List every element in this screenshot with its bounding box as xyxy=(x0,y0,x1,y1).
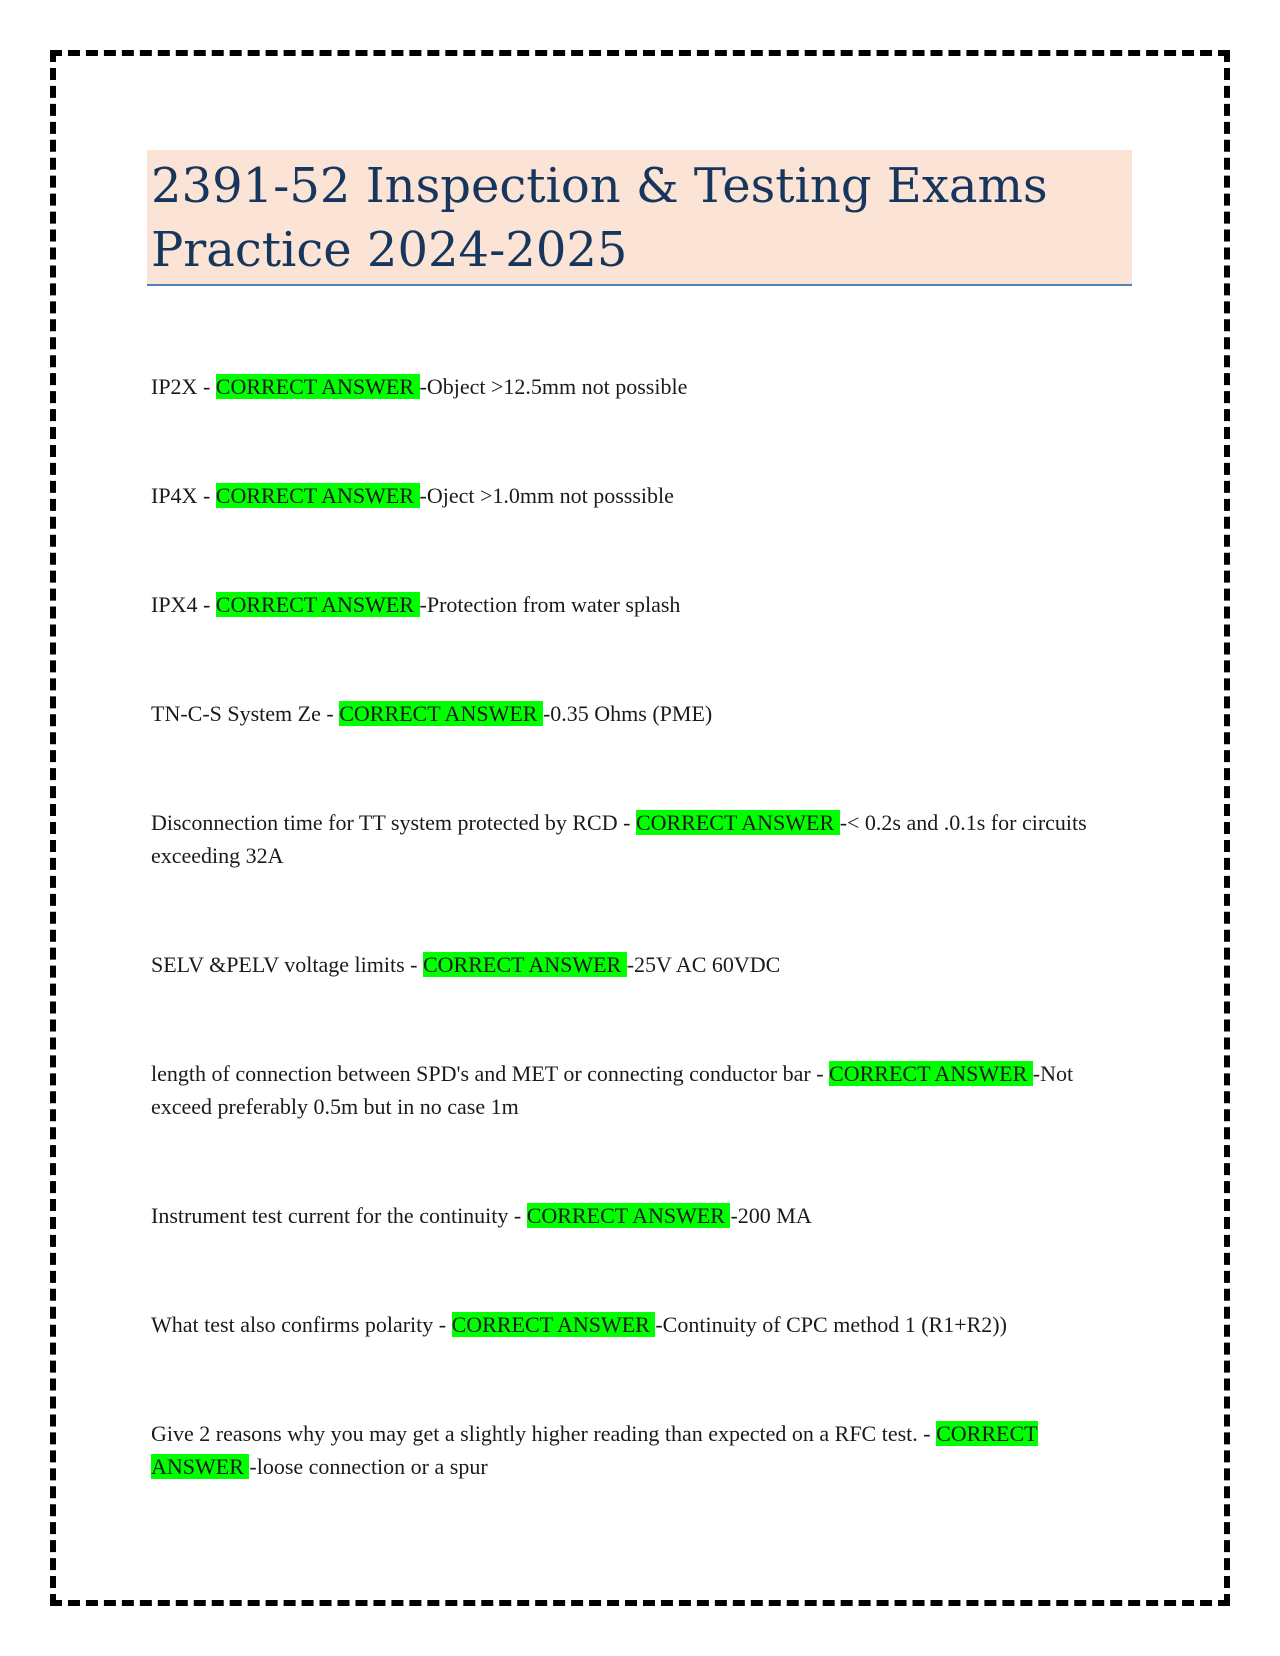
answer-text: -< 0.2s and .0.1s for circuits exceeding 32A xyxy=(151,810,1087,868)
qa-item xyxy=(151,806,1121,872)
correct-answer-tag: CORRECT ANSWER xyxy=(215,592,420,617)
question-text: length of connection between SPD's and MET or connecting conductor bar - xyxy=(151,1061,830,1086)
answer-text: -25V AC 60VDC xyxy=(626,952,781,977)
title-line-2: Practice 2024-2025 xyxy=(151,222,628,278)
question-text: Give 2 reasons why you may get a slightly higher reading than expected on a RFC test. - xyxy=(151,1421,937,1446)
qa-item xyxy=(151,479,1121,512)
correct-answer-tag: CORRECT ANSWER xyxy=(422,952,627,977)
qa-item xyxy=(151,697,1121,730)
qa-item xyxy=(151,370,1121,403)
question-text: IP2X - xyxy=(151,374,216,399)
correct-answer-tag: CORRECT ANSWER xyxy=(451,1312,656,1337)
question-text: IPX4 - xyxy=(151,592,216,617)
answer-text: -Oject >1.0mm not posssible xyxy=(419,483,674,508)
question-text: Disconnection time for TT system protected by RCD - xyxy=(151,810,636,835)
question-text: SELV &PELV voltage limits - xyxy=(151,952,423,977)
answer-text: -Continuity of CPC method 1 (R1+R2)) xyxy=(655,1312,1007,1337)
qa-item xyxy=(151,948,1121,981)
qa-item xyxy=(151,588,1121,621)
question-text: TN-C-S System Ze - xyxy=(151,701,340,726)
question-text: IP4X - xyxy=(151,483,216,508)
answer-text: -0.35 Ohms (PME) xyxy=(542,701,713,726)
correct-answer-tag: CORRECT ANSWER xyxy=(151,1421,1038,1479)
answer-text: -Not exceed preferably 0.5m but in no case 1m xyxy=(151,1061,1074,1119)
document-title xyxy=(147,150,1132,286)
question-text: Instrument test current for the continuity - xyxy=(151,1203,527,1228)
correct-answer-tag: CORRECT ANSWER xyxy=(829,1061,1033,1086)
answer-text: -200 MA xyxy=(730,1203,812,1228)
qa-item xyxy=(151,1417,1121,1483)
question-text: What test also confirms polarity - xyxy=(151,1312,452,1337)
correct-answer-tag: CORRECT ANSWER xyxy=(339,701,543,726)
qa-item xyxy=(151,1308,1121,1341)
correct-answer-tag: CORRECT ANSWER xyxy=(526,1203,731,1228)
answer-text: -Object >12.5mm not possible xyxy=(419,374,688,399)
correct-answer-tag: CORRECT ANSWER xyxy=(215,483,420,508)
title-line-1: 2391-52 Inspection & Testing Exams xyxy=(151,158,1048,214)
correct-answer-tag: CORRECT ANSWER xyxy=(635,810,840,835)
answer-text: -Protection from water splash xyxy=(419,592,681,617)
qa-item xyxy=(151,1057,1121,1123)
qa-item xyxy=(151,1199,1121,1232)
correct-answer-tag: CORRECT ANSWER xyxy=(215,374,420,399)
answer-text: -loose connection or a spur xyxy=(249,1454,488,1479)
